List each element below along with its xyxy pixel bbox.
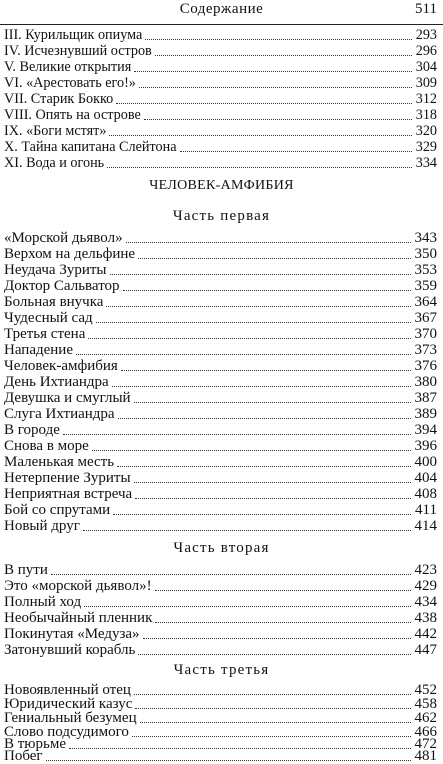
toc-entry-page: 312 [415,91,437,107]
toc-entry-label: В пути [4,562,48,578]
dot-leader [110,274,411,275]
toc-entry-page: 408 [414,486,437,502]
dot-leader [144,119,412,120]
toc-entry-label: Третья стена [4,326,86,342]
toc-entry-label: Новый друг [4,518,80,534]
dot-leader [88,338,410,339]
toc-entry [4,107,437,123]
toc-entry-label: Доктор Сальватор [4,278,120,294]
toc-entry [4,562,437,578]
toc-entry-label: Больная внучка [4,294,104,310]
toc-entry-label: Новоявленный отец [4,682,131,698]
toc-entry-label: Побег [4,748,43,764]
dot-leader [117,466,410,467]
toc-entry-label: Маленькая месть [4,454,115,470]
dot-leader [92,450,411,451]
toc-entry-page: 442 [414,626,437,642]
toc-entry-page: 353 [414,262,437,278]
toc-entry-page: 329 [415,139,437,155]
toc-entry [4,91,437,107]
toc-entry-page: 389 [414,406,437,422]
toc-entry-label: V. Великие открытия [4,59,132,75]
toc-entry [4,502,437,518]
toc-entry-page: 318 [415,107,437,123]
toc-entry [4,518,437,534]
toc-entry-page: 304 [415,59,437,75]
toc-entry-label: VII. Старик Бокко [4,91,114,107]
toc-entry-page: 458 [414,696,437,712]
toc-entry [4,438,437,454]
toc-entry-label: Снова в море [4,438,89,454]
toc-entry [4,406,437,422]
dot-leader [51,574,411,575]
dot-leader [96,322,411,323]
toc-entry-page: 423 [414,562,437,578]
toc-entry [4,59,437,75]
toc-entry-page: 373 [414,342,437,358]
dot-leader [134,694,411,695]
toc-entry [4,374,437,390]
toc-entry-label: Затонувший корабль [4,642,136,658]
dot-leader [46,760,411,761]
dot-leader [116,103,411,104]
toc-entry [4,626,437,642]
toc-entry-label: Бой со спрутами [4,502,111,518]
dot-leader [113,514,411,515]
toc-entry-label: Нападение [4,342,73,358]
toc-entry [4,470,437,486]
dot-leader [155,590,411,591]
toc-entry-label: XI. Вода и огонь [4,155,105,171]
toc-entry-label: В городе [4,422,60,438]
toc-entry-page: 370 [414,326,437,342]
toc-entry [4,75,437,91]
dot-leader [180,151,412,152]
toc-entry-page: 343 [414,230,437,246]
toc-entry-page: 481 [414,748,437,764]
toc-entry [4,594,437,610]
toc-entry-page: 452 [414,682,437,698]
dot-leader [63,434,411,435]
part-title: Часть третья [173,662,270,678]
toc-entry-label: III. Курильщик опиума [4,27,143,43]
toc-entry-page: 296 [415,43,437,59]
toc-entry-page: 367 [414,310,437,326]
toc-entry [4,246,437,262]
toc-entry-page: 414 [414,518,437,534]
toc-entry [4,262,437,278]
toc-entry [4,422,437,438]
toc-entry-label: Необычайный пленник [4,610,153,626]
toc-entry [4,310,437,326]
toc-entry-label: День Ихтиандра [4,374,109,390]
dot-leader [109,135,411,136]
toc-entry-page: 394 [414,422,437,438]
toc-entry-label: Неприятная встреча [4,486,133,502]
dot-leader [106,306,410,307]
toc-entry-page: 334 [415,155,437,171]
novel-title: ЧЕЛОВЕК-АМФИБИЯ [149,178,294,193]
toc-entry-page: 404 [414,470,437,486]
dot-leader [145,39,411,40]
toc-entry-page: 320 [415,123,437,139]
dot-leader [134,482,411,483]
toc-entry [4,454,437,470]
toc-entry-label: В тюрьме [4,736,67,752]
running-head-title: Содержание [179,1,264,17]
toc-entry [4,748,437,764]
part-title: Часть вторая [173,540,270,556]
toc-entry-label: Человек-амфибия [4,358,118,374]
toc-entry-label: Неудача Зуриты [4,262,107,278]
toc-entry-label: Слуга Ихтиандра [4,406,115,422]
toc-entry-page: 350 [414,246,437,262]
toc-entry-label: Слово подсудимого [4,724,129,740]
toc-entry-label: «Морской дьявол» [4,230,123,246]
toc-entry-label: IV. Исчезнувший остров [4,43,152,59]
toc-entry-page: 376 [414,358,437,374]
toc-entry-label: Нетерпение Зуриты [4,470,131,486]
toc-entry [4,155,437,171]
toc-entry-label: IX. «Боги мстят» [4,123,107,139]
dot-leader [123,290,411,291]
toc-entry [4,642,437,658]
toc-entry [4,326,437,342]
dot-leader [155,55,412,56]
toc-entry-page: 364 [414,294,437,310]
dot-leader [138,258,410,259]
dot-leader [84,606,410,607]
toc-entry-label: Это «морской дьявол»! [4,578,152,594]
toc-entry-page: 462 [414,710,437,726]
toc-entry [4,358,437,374]
page-number: 511 [415,1,437,17]
toc-entry [4,43,437,59]
toc-entry [4,278,437,294]
toc-entry-label: Юридический казус [4,696,133,712]
toc-entry-page: 438 [414,610,437,626]
toc-entry [4,139,437,155]
toc-entry-page: 472 [414,736,437,752]
toc-entry [4,27,437,43]
toc-entry-page: 293 [415,27,437,43]
dot-leader [138,654,410,655]
part-title: Часть первая [172,208,271,224]
dot-leader [135,498,410,499]
dot-leader [155,622,410,623]
dot-leader [121,370,411,371]
dot-leader [134,71,412,72]
toc-entry [4,123,437,139]
toc-entry [4,486,437,502]
toc-entry-label: Девушка и смуглый [4,390,131,406]
toc-entry-page: 466 [414,724,437,740]
toc-entry-page: 387 [414,390,437,406]
toc-entry [4,230,437,246]
toc-entry-page: 359 [414,278,437,294]
dot-leader [76,354,411,355]
toc-entry-page: 411 [415,502,437,518]
dot-leader [134,402,411,403]
dot-leader [139,87,412,88]
dot-leader [83,530,411,531]
toc-entry-label: VI. «Арестовать его!» [4,75,136,91]
dot-leader [112,386,411,387]
toc-entry-page: 309 [415,75,437,91]
toc-entry-page: 429 [414,578,437,594]
toc-entry [4,610,437,626]
toc-entry-label: Покинутая «Медуза» [4,626,140,642]
toc-entry-page: 400 [414,454,437,470]
toc-entry-page: 380 [414,374,437,390]
toc-entry-page: 396 [414,438,437,454]
toc-entry [4,294,437,310]
toc-entry-label: VIII. Опять на острове [4,107,141,123]
dot-leader [107,167,412,168]
running-head [0,0,443,25]
toc-entry-page: 447 [414,642,437,658]
dot-leader [135,708,410,709]
toc-entry [4,390,437,406]
toc-entry-label: Полный ход [4,594,82,610]
toc-entry-label: Чудесный сад [4,310,93,326]
dot-leader [143,638,411,639]
toc-entry-label: X. Тайна капитана Слейтона [4,139,177,155]
toc-entry [4,578,437,594]
toc-entry [4,342,437,358]
dot-leader [140,722,411,723]
toc-entry-page: 434 [414,594,437,610]
toc-entry-label: Верхом на дельфине [4,246,136,262]
dot-leader [118,418,411,419]
dot-leader [126,242,411,243]
toc-entry-label: Гениальный безумец [4,710,137,726]
